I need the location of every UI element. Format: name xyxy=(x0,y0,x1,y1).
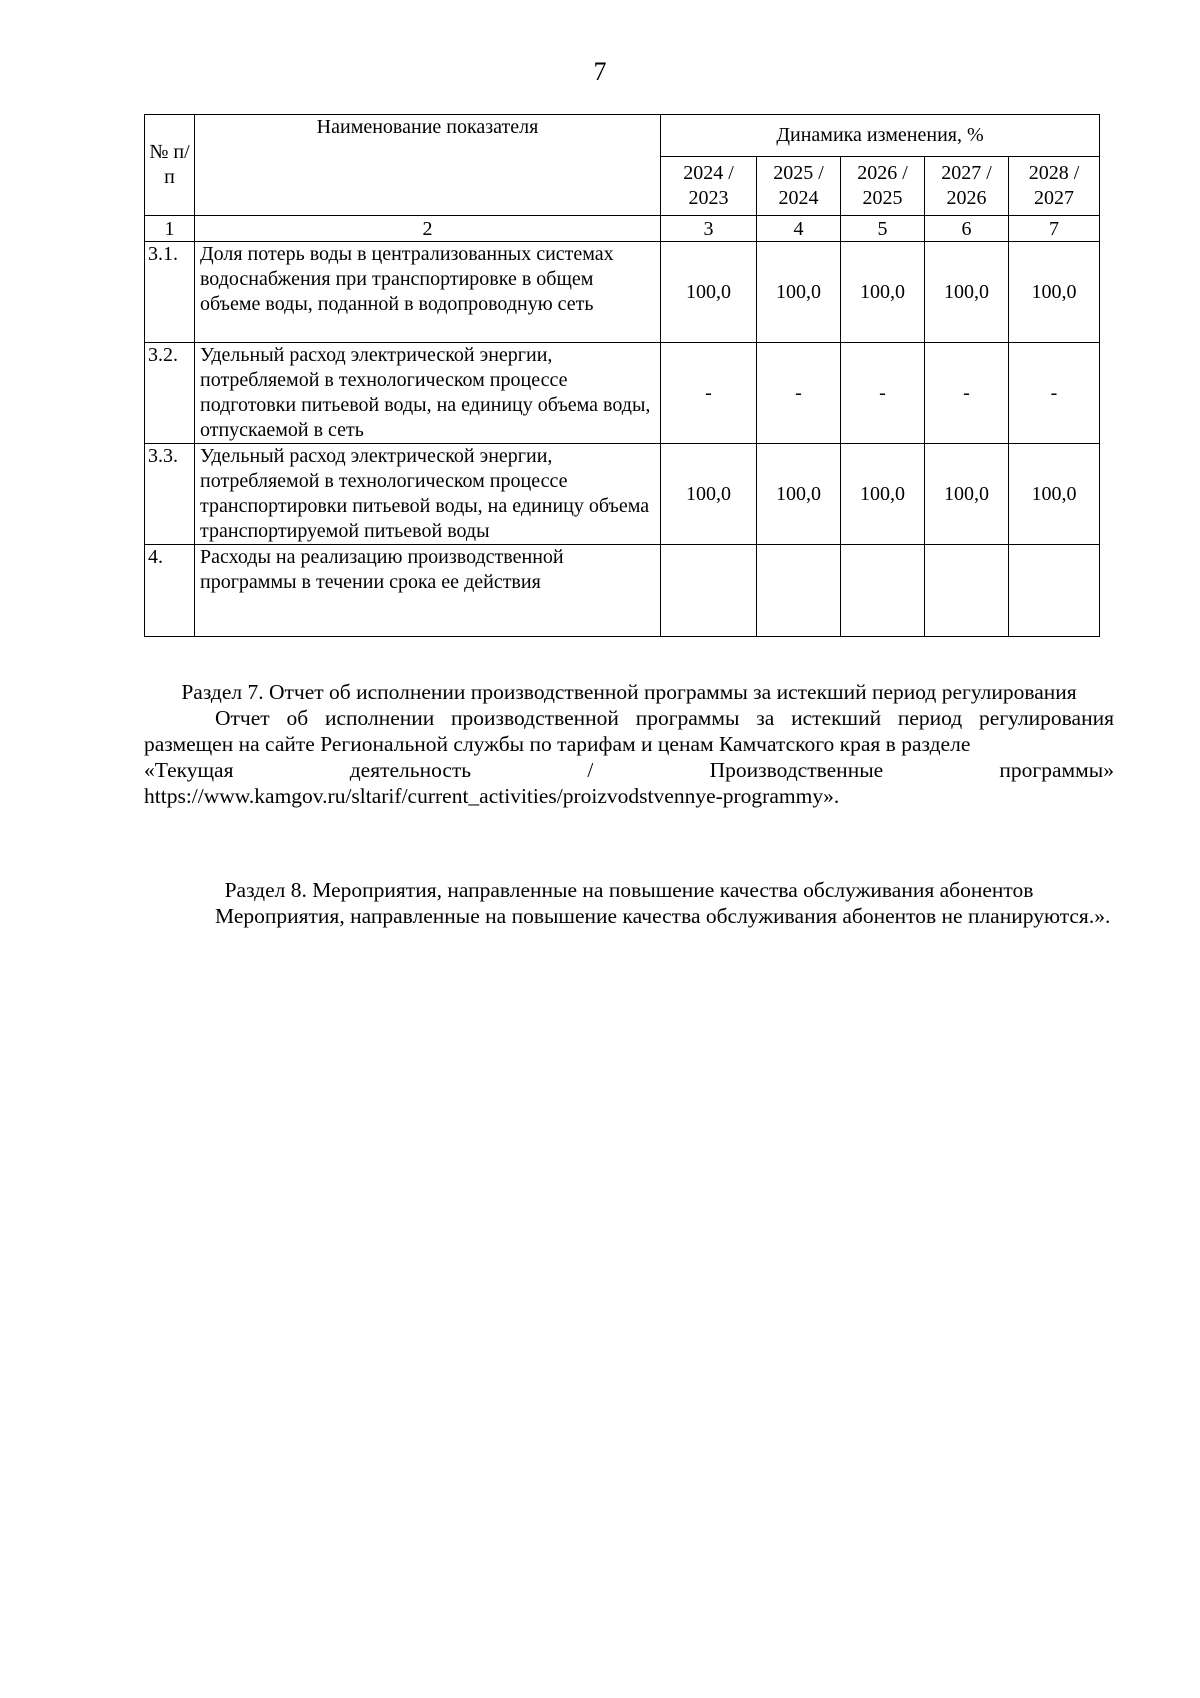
row-value: 100,0 xyxy=(757,444,841,545)
row-value: 100,0 xyxy=(841,444,925,545)
table-index-row xyxy=(145,216,1100,242)
section-7-title: Раздел 7. Отчет об исполнении производственной программы за истекший период регулирования xyxy=(181,680,1077,704)
table-row xyxy=(145,242,1100,343)
row-value: - xyxy=(925,343,1009,444)
row-value: 100,0 xyxy=(1009,242,1100,343)
header-name: Наименование показателя xyxy=(195,115,661,216)
row-value xyxy=(1009,545,1100,637)
header-year: 2027 / 2026 xyxy=(925,157,1009,216)
index-cell: 4 xyxy=(757,216,841,242)
section-7-word: деятельность xyxy=(349,758,472,782)
index-cell: 3 xyxy=(661,216,757,242)
section-8-title: Раздел 8. Мероприятия, направленные на повышение качества обслуживания абонентов xyxy=(224,878,1034,902)
row-value: 100,0 xyxy=(925,444,1009,545)
header-year: 2026 / 2025 xyxy=(841,157,925,216)
section-7-text: Отчет об исполнении производственной программы за истекший период регулирования размещен на сайте Региональной службы по тарифам и ценам Камчатского края в разделе xyxy=(144,706,1114,756)
row-num: 3.3. xyxy=(145,444,195,545)
header-year: 2028 / 2027 xyxy=(1009,157,1100,216)
header-year: 2025 / 2024 xyxy=(757,157,841,216)
section-7-word: Производственные xyxy=(709,758,884,782)
index-cell: 2 xyxy=(195,216,661,242)
section-8 xyxy=(144,877,1114,929)
table-row xyxy=(145,444,1100,545)
page-number: 7 xyxy=(593,57,607,86)
row-num: 3.2. xyxy=(145,343,195,444)
row-name: Доля потерь воды в централизованных системах водоснабжения при транспортировке в общем объеме воды, поданной в водопроводную сеть xyxy=(195,242,661,343)
row-value: 100,0 xyxy=(757,242,841,343)
header-num: № п/п xyxy=(145,115,195,216)
table-header-row xyxy=(145,115,1100,157)
row-name: Расходы на реализацию производственной программы в течении срока ее действия xyxy=(195,545,661,637)
row-value xyxy=(925,545,1009,637)
section-7-url: https://www.kamgov.ru/sltarif/current_activities/proizvodstvennye-programmy». xyxy=(144,784,840,808)
row-value: - xyxy=(841,343,925,444)
header-year: 2024 / 2023 xyxy=(661,157,757,216)
table-row xyxy=(145,343,1100,444)
section-7 xyxy=(144,679,1114,809)
row-value: - xyxy=(661,343,757,444)
row-name: Удельный расход электрической энергии, потребляемой в технологическом процессе подготовки питьевой воды, на единицу объема воды, отпускаемой в сеть xyxy=(195,343,661,444)
index-cell: 7 xyxy=(1009,216,1100,242)
row-value: 100,0 xyxy=(1009,444,1100,545)
section-7-link-line xyxy=(144,757,1114,783)
row-value: - xyxy=(757,343,841,444)
index-cell: 1 xyxy=(145,216,195,242)
row-value xyxy=(661,545,757,637)
row-value xyxy=(757,545,841,637)
row-name: Удельный расход электрической энергии, потребляемой в технологическом процессе транспортировки питьевой воды, на единицу объема транспортируемой питьевой воды xyxy=(195,444,661,545)
row-value: 100,0 xyxy=(925,242,1009,343)
index-cell: 5 xyxy=(841,216,925,242)
index-cell: 6 xyxy=(925,216,1009,242)
section-8-text: Мероприятия, направленные на повышение качества обслуживания абонентов не планируются.». xyxy=(215,904,1111,928)
indicators-table xyxy=(144,114,1100,637)
section-7-word: «Текущая xyxy=(144,758,234,782)
row-value: - xyxy=(1009,343,1100,444)
row-value xyxy=(841,545,925,637)
section-7-word: программы» xyxy=(999,758,1114,782)
header-dynamics: Динамика изменения, % xyxy=(661,115,1100,157)
section-7-word: / xyxy=(587,758,594,782)
table-row xyxy=(145,545,1100,637)
row-value: 100,0 xyxy=(661,444,757,545)
row-value: 100,0 xyxy=(661,242,757,343)
row-num: 4. xyxy=(145,545,195,637)
row-num: 3.1. xyxy=(145,242,195,343)
row-value: 100,0 xyxy=(841,242,925,343)
